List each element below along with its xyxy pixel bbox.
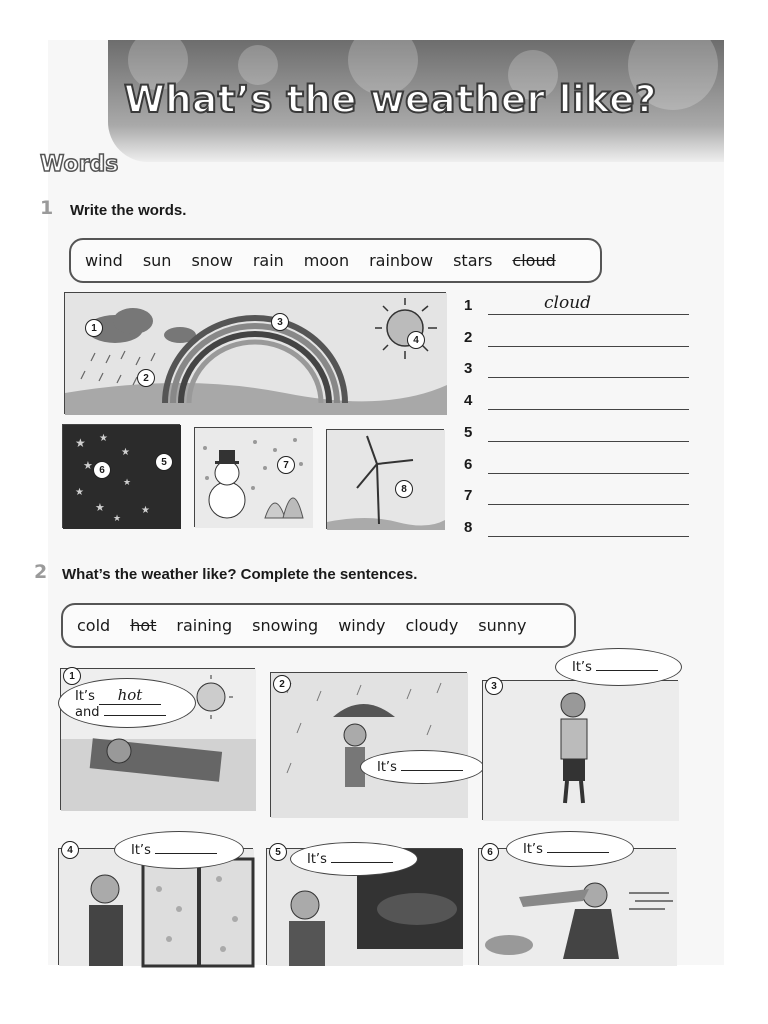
picture-number: 3: [485, 677, 503, 695]
speech-bubble-3: [555, 648, 682, 686]
answer-number: 2: [464, 329, 473, 346]
picture-number: 2: [273, 675, 291, 693]
boy-head-icon: [561, 693, 585, 717]
picture-label: 3: [271, 313, 289, 331]
sentence-picture-3: [482, 680, 678, 820]
page-title: What’s the weather like?: [124, 78, 657, 121]
word-bank-item: sunny: [478, 616, 527, 635]
answer-number: 6: [464, 456, 473, 473]
word-bank-item: sun: [142, 251, 172, 270]
speech-prefix: It’s: [572, 659, 592, 675]
picture-number: 6: [481, 843, 499, 861]
word-bank-item: cold: [77, 616, 111, 635]
exercise-1-instruction: Write the words.: [70, 202, 187, 219]
answer-line[interactable]: [488, 504, 689, 505]
word-bank-item: stars: [453, 251, 493, 270]
word-bank-item: snowing: [252, 616, 319, 635]
answer-row[interactable]: [464, 360, 689, 380]
picture-number: 5: [269, 843, 287, 861]
picture-label: 1: [85, 319, 103, 337]
picture-number: 4: [61, 841, 79, 859]
section-heading: Words: [40, 152, 119, 177]
word-bank-item-crossed: cloud: [512, 251, 556, 270]
speech-prefix: It’s: [377, 759, 397, 775]
answer-number: 1: [464, 297, 473, 314]
picture-label: 8: [395, 480, 413, 498]
answer-number: 3: [464, 360, 473, 377]
answer-line[interactable]: [488, 473, 689, 474]
speech-prefix: It’s: [131, 842, 151, 858]
word-bank-item: rain: [252, 251, 284, 270]
picture-label: 5: [155, 453, 173, 471]
word-bank-item: windy: [338, 616, 386, 635]
wind-turbine-illustration: [327, 430, 445, 530]
svg-text:★: ★: [75, 487, 84, 498]
speech-answer[interactable]: hot: [99, 686, 161, 705]
word-bank-1: [69, 238, 602, 283]
svg-text:★: ★: [75, 436, 86, 450]
man-head-icon: [91, 875, 119, 903]
svg-text:★: ★: [121, 447, 130, 458]
svg-text:★: ★: [83, 459, 93, 472]
answer-row[interactable]: [464, 392, 689, 412]
moon-stars-illustration: [63, 425, 181, 529]
speech-bubble-4: [114, 831, 244, 869]
svg-text:★: ★: [113, 514, 122, 524]
exercise-2-instruction: What’s the weather like? Complete the sentences.: [62, 566, 418, 583]
speech-second-line: and: [75, 705, 100, 720]
speech-bubble-6: [506, 831, 634, 867]
answer-line[interactable]: [488, 377, 689, 378]
landscape-illustration: [65, 293, 447, 415]
sentence-picture-2: [270, 672, 467, 817]
speech-answer-blank[interactable]: [104, 715, 166, 716]
speech-prefix: It’s: [307, 851, 327, 867]
speech-answer[interactable]: [331, 862, 393, 863]
word-bank-item-crossed: hot: [130, 616, 157, 635]
speech-answer[interactable]: [155, 853, 217, 854]
picture-snow: [194, 427, 312, 527]
answer-line[interactable]: [488, 314, 689, 315]
answer-row[interactable]: [464, 424, 689, 444]
answer-value: cloud: [544, 293, 592, 313]
answer-number: 8: [464, 519, 473, 536]
answer-row[interactable]: [464, 519, 689, 539]
worksheet-page: [34, 40, 724, 965]
picture-wind: [326, 429, 444, 529]
word-bank-item: raining: [176, 616, 233, 635]
speech-answer[interactable]: [596, 670, 658, 671]
man-head-icon: [291, 891, 319, 919]
picture-night: [62, 424, 180, 528]
answer-line[interactable]: [488, 346, 689, 347]
answer-number: 7: [464, 487, 473, 504]
picture-label: 4: [407, 331, 425, 349]
picture-number: 1: [63, 667, 81, 685]
svg-text:★: ★: [123, 478, 132, 488]
answer-row[interactable]: [464, 456, 689, 476]
answer-row[interactable]: [464, 487, 689, 507]
speech-answer[interactable]: [401, 770, 463, 771]
picture-label: 7: [277, 456, 295, 474]
snowman-illustration: [195, 428, 313, 528]
speech-prefix: It’s: [523, 841, 543, 857]
speech-bubble-2: [360, 750, 484, 784]
picture-label: 6: [93, 461, 111, 479]
answer-number: 5: [464, 424, 473, 441]
speech-answer[interactable]: [547, 852, 609, 853]
picture-landscape: [64, 292, 446, 414]
svg-text:★: ★: [99, 433, 108, 444]
answer-row[interactable]: [464, 329, 689, 349]
exercise-1-number: 1: [40, 197, 54, 219]
speech-bubble-5: [290, 842, 418, 876]
answer-line[interactable]: [488, 441, 689, 442]
girl-head-icon: [583, 883, 607, 907]
answer-line[interactable]: [488, 409, 689, 410]
answer-row[interactable]: [464, 293, 689, 317]
word-bank-item: cloudy: [405, 616, 459, 635]
answer-number: 4: [464, 392, 473, 409]
answer-line[interactable]: [488, 536, 689, 537]
speech-prefix: It’s: [75, 689, 95, 704]
cloud-icon: [377, 893, 457, 925]
exercise-2-number: 2: [34, 561, 48, 583]
svg-text:★: ★: [95, 501, 105, 514]
cold-boy-illustration: [483, 681, 679, 821]
word-bank-item: snow: [191, 251, 233, 270]
word-bank-item: rainbow: [369, 251, 434, 270]
word-bank-item: moon: [303, 251, 350, 270]
svg-text:★: ★: [141, 505, 150, 516]
speech-bubble-1: [58, 678, 196, 728]
picture-label: 2: [137, 369, 155, 387]
rain-illustration: [271, 673, 468, 818]
word-bank-2: [61, 603, 576, 648]
girl-head-icon: [107, 739, 131, 763]
word-bank-item: wind: [85, 251, 123, 270]
